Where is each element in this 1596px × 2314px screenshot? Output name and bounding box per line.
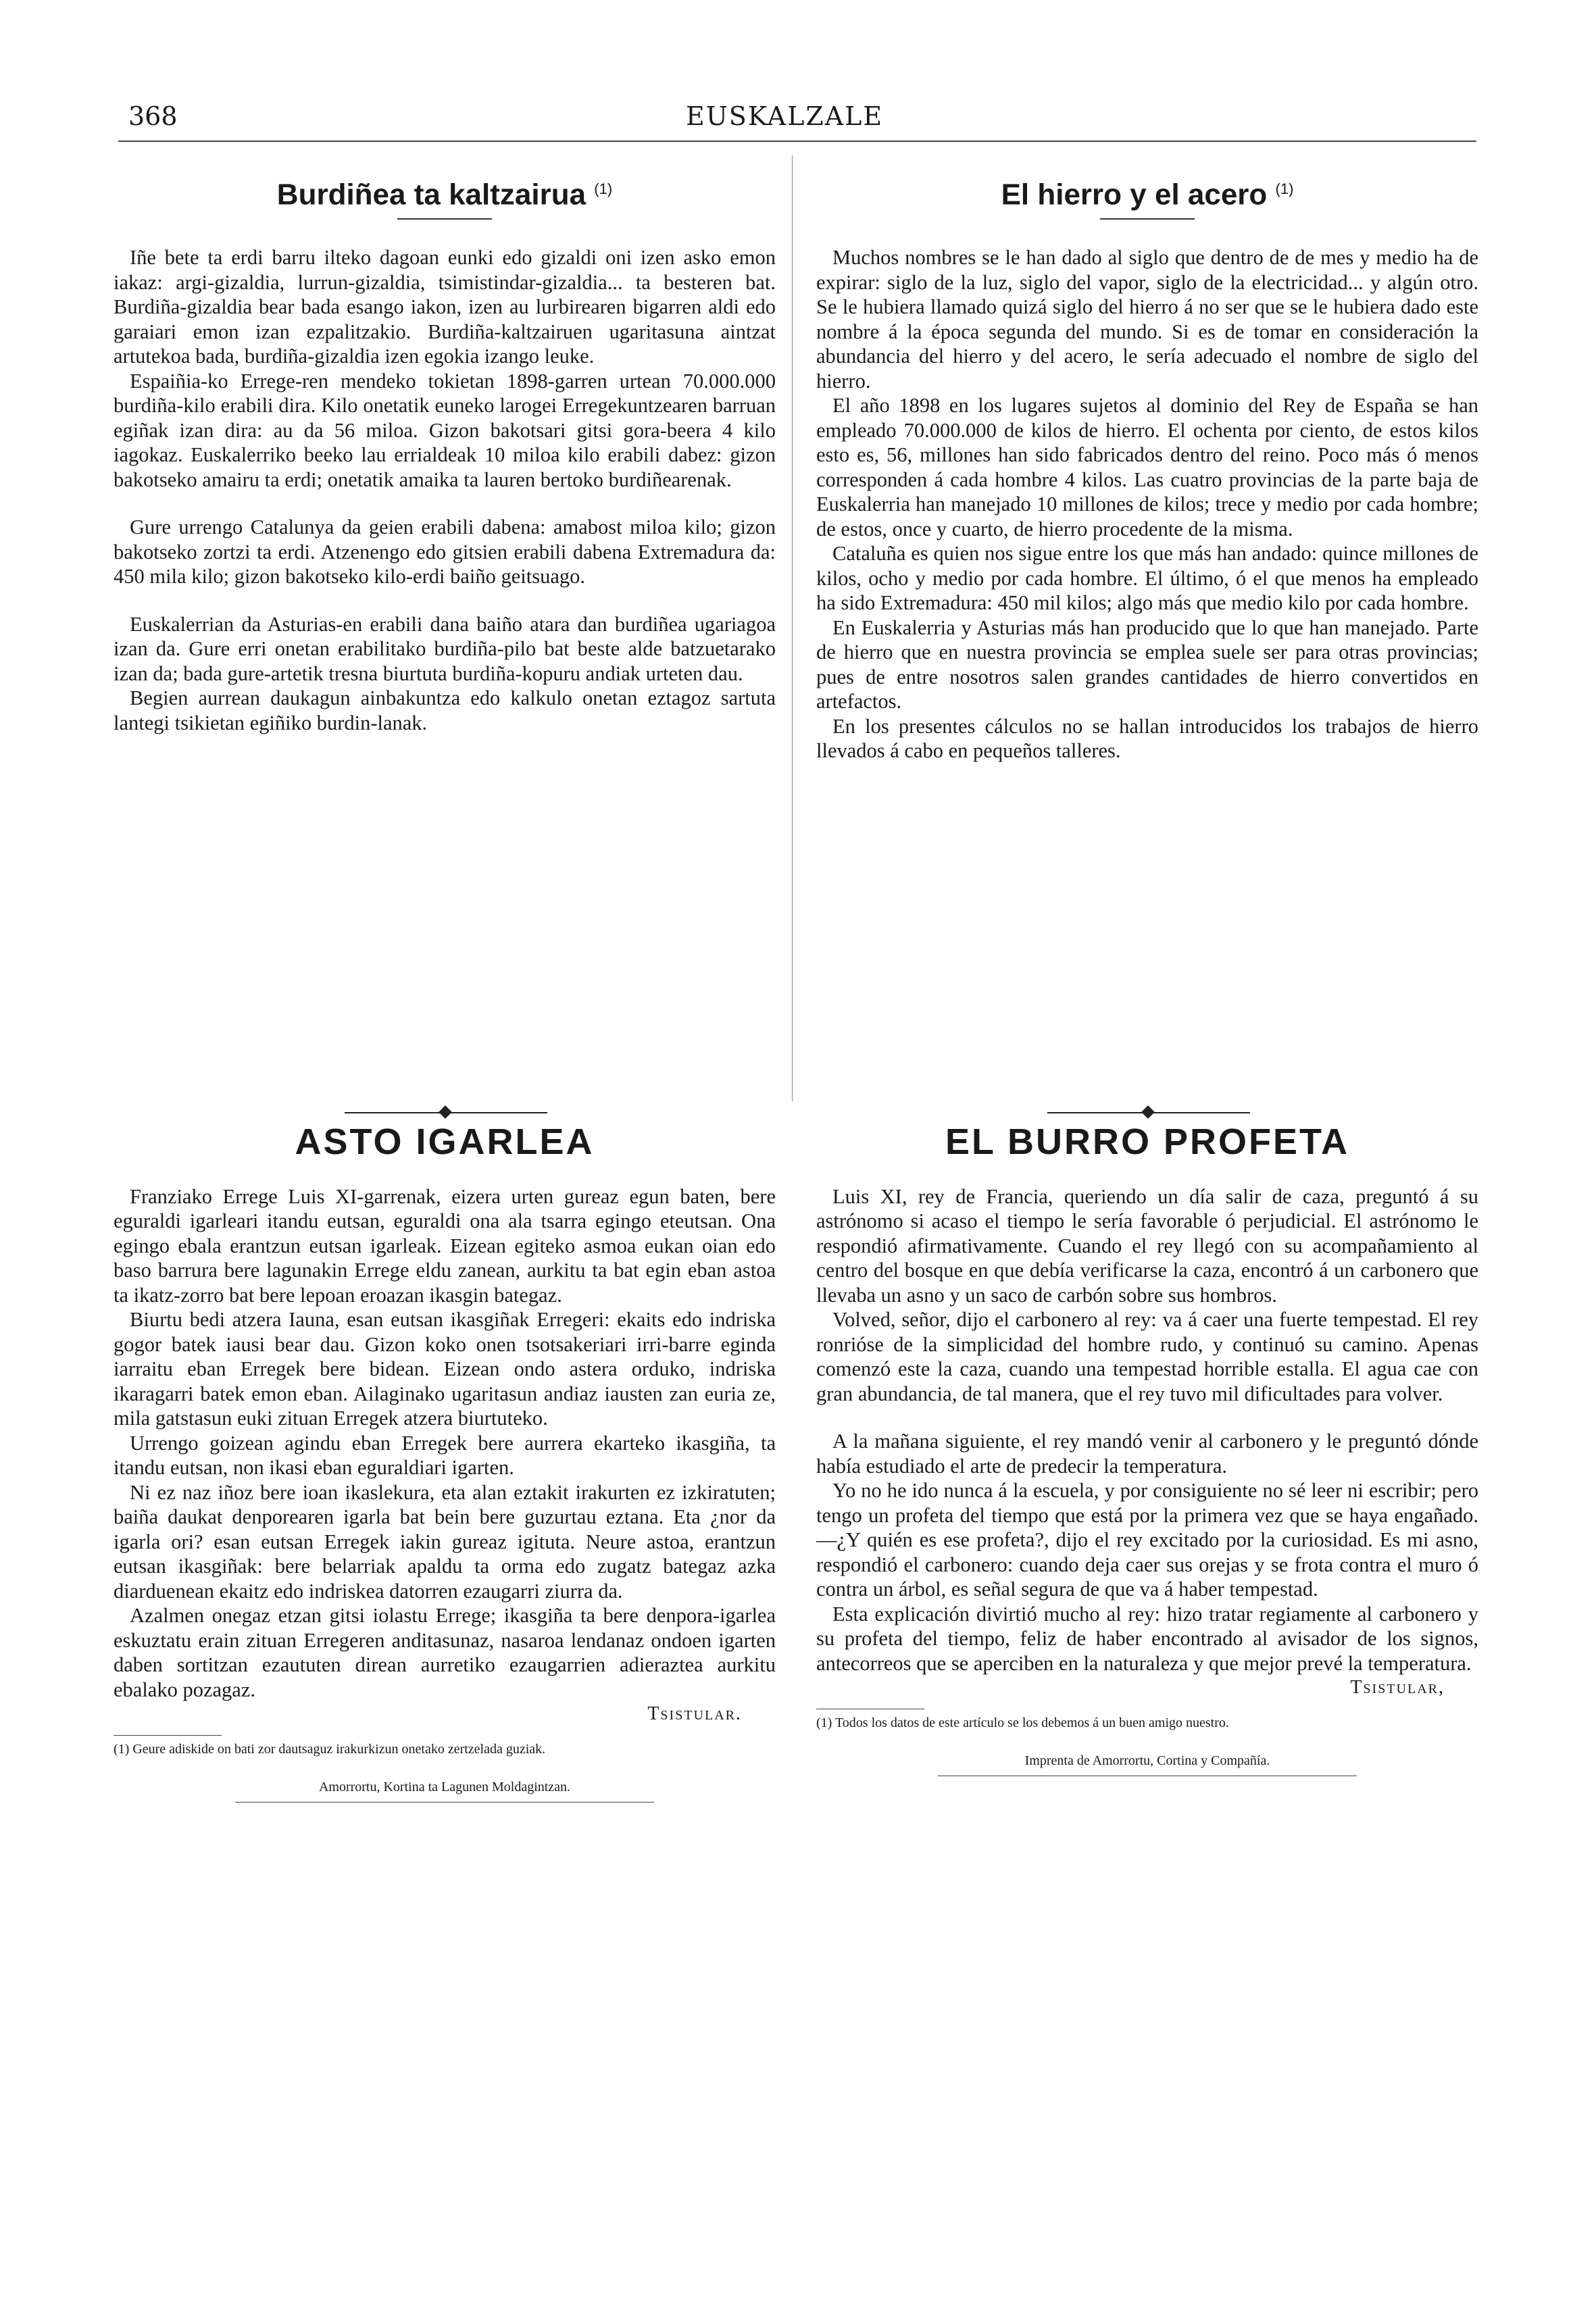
story-burro-profeta bbox=[816, 1122, 1478, 1776]
paragraph: Luis XI, rey de Francia, queriendo un día salir de caza, preguntó á su astrónomo si acaso el tiempo le sería favorable ó perjudicial. El astrónomo le respondió afirmativamente. Cuando el rey llegó con su acompañamiento al centro del bosque en que debía verificarse la caza, encontró á un carbonero que llevaba un asno y un saco de carbón sobre sus hombros. bbox=[816, 1184, 1478, 1307]
column-divider bbox=[792, 155, 793, 1101]
paragraph: Franziako Errege Luis XI-garrenak, eizera urten gureaz egun baten, bere eguraldi igarleari itandu eutsan, eguraldi ona ala tsarra egingo eteutsan. Ona egingo ebala erantzun eutsan igarleak. Eizean egiteko asmoa eukan oian edo baso barrura bere lagunakin Errege eldu zanean, aurkitu ta bat egin eban astoa ta ikatz-zorro bat bere lepoan eroazan ikasgin bategaz. bbox=[114, 1184, 776, 1307]
running-title: EUSKALZALE bbox=[686, 101, 884, 131]
section-ornament bbox=[345, 1105, 547, 1121]
paragraph: Iñe bete ta erdi barru ilteko dagoan eunki edo gizaldi oni izen asko emon iakaz: argi-gizaldia, lurrun-gizaldia, tsimistindar-gizaldia... ta besteren bat. Burdiña-gizaldia bear bada esango iakon, izen au lurbirearen bigarren aldi edo garaiari emon izan ezpalitzakio. Burdiña-kaltzairuen ugaritasuna aintzat artutekoa bada, burdiña-gizaldia izen egokia izango leuke. bbox=[114, 246, 776, 368]
author-signature: Tsistular, bbox=[1350, 1677, 1445, 1698]
footnote: (1) Geure adiskide on bati zor dautsaguz irakurkizun onetako zertzelada guziak. bbox=[114, 1741, 546, 1757]
section-ornament bbox=[1047, 1105, 1250, 1121]
paragraph: En los presentes cálculos no se hallan introducidos los trabajos de hierro llevados á cabo en pequeños talleres. bbox=[816, 714, 1478, 763]
story-title: EL BURRO PROFETA bbox=[945, 1122, 1350, 1162]
article-spanish-iron bbox=[816, 177, 1478, 763]
header-rule bbox=[118, 141, 1476, 142]
paragraph: En Euskalerria y Asturias más han producido que lo que han manejado. Parte de hierro que en nuestra provincia se emplea suele ser para otras provincias; pues de entre nosotros salen grandes cantidades de hierro convertidos en artefactos. bbox=[816, 615, 1478, 713]
page-number: 368 bbox=[128, 101, 178, 131]
footnote-ref: (1) bbox=[1275, 180, 1294, 197]
paragraph: Cataluña es quien nos sigue entre los que más han andado: quince millones de kilos, ocho y medio por cada hombre. El último, ó el que menos ha empleado ha sido Extremadura: 450 mil kilos; algo más que medio kilo por cada hombre. bbox=[816, 542, 1478, 615]
imprint: Imprenta de Amorrortu, Cortina y Compañía. bbox=[1024, 1753, 1270, 1768]
paragraph: Azalmen onegaz etzan gitsi iolastu Errege; ikasgiña ta bere denpora-igarlea eskuztatu erain zituan Erregeren anditasunaz, nasaroa lendanaz ondoen igarten daben sortitzan ezaututen direan aurretiko ezaugarrien adieraztea aurkitu ebalako pozagaz. bbox=[114, 1604, 776, 1701]
paragraph: A la mañana siguiente, el rey mandó venir al carbonero y le preguntó dónde había estudiado el arte de predecir la temperatura. bbox=[816, 1430, 1478, 1478]
paragraph: Esta explicación divirtió mucho al rey: hizo tratar regiamente al carbonero y su profeta del tiempo, feliz de haber encontrado al avisador de los signos, antecorreos que se aperciben en la naturaleza y que mejor prevé la temperatura. bbox=[816, 1602, 1478, 1675]
title-rule bbox=[1100, 218, 1195, 220]
story-asto-igarlea bbox=[114, 1122, 776, 1803]
footnote-rule bbox=[114, 1735, 222, 1736]
imprint-rule bbox=[235, 1802, 654, 1803]
article-title: El hierro y el acero $^{(1)}$ bbox=[1001, 178, 1294, 211]
footnote-ref: (1) bbox=[594, 180, 613, 197]
article-basque-iron bbox=[114, 177, 776, 735]
page-header bbox=[108, 101, 1480, 142]
paragraph: Muchos nombres se le han dado al siglo que dentro de de mes y medio ha de expirar: siglo de la luz, siglo del vapor, siglo de la electricidad... y algún otro. Se le hubiera llamado quizá siglo del hierro á no ser que se le hubiera dado este nombre á la época segunda del mundo. Si es de tomar en consideración la abundancia del hierro y del acero, le sería adecuado el nombre de siglo del hierro. bbox=[816, 246, 1478, 393]
paragraph: Yo no he ido nunca á la escuela, y por consiguiente no sé leer ni escribir; pero tengo un profeta del tiempo que está por la primera vez que se haya engañado.—¿Y quién es ese profeta?, dijo el rey excitado por la curiosidad. Es mi asno, respondió el carbonero: cuando deja caer sus orejas y se frota contra el muro ó contra un árbol, es señal segura de que va á haber tempestad. bbox=[816, 1479, 1478, 1601]
paragraph: Ni ez naz iñoz bere ioan ikaslekura, eta alan eztakit irakurten ez izkiratuten; baiña daukat denporearen igarla bat bein bere guzurtau eztana. Eta ¿nor da igarla ori? esan eutsan Erregek iakin gureaz igituta. Neure astoa, erantzun eutsan ikasgiñak: bere belarriak apaldu ta orma edo zugatz bategaz azka diarduenean ekaitz edo indriskea datorren ezaugarri ziurra da. bbox=[114, 1480, 776, 1603]
imprint: Amorrortu, Kortina ta Lagunen Moldagintzan. bbox=[318, 1779, 571, 1794]
paragraph: Begien aurrean daukagun ainbakuntza edo kalkulo onetan eztagoz sartuta lantegi tsikietan egiñiko burdin-lanak. bbox=[114, 686, 776, 734]
article-title: Burdiñea ta kaltzairua $^{(1)}$ bbox=[276, 178, 613, 211]
title-rule bbox=[397, 218, 492, 220]
paragraph: Biurtu bedi atzera Iauna, esan eutsan ikasgiñak Erregeri: ekaits edo indriska gogor batek iausi bear dau. Gizon koko onen tsotsakeriari irri-barre eginda iarraitu eban Erregek bere bidean. Eizean ondo astera orduko, indriska ikaragarri batek emon eban. Ailaginako ugaritasun andiaz iausten zan euria ze, mila gatstasun euki zituan Erregek atzera biurtuteko. bbox=[114, 1308, 776, 1430]
footnote: (1) Todos los datos de este artículo se los debemos á un buen amigo nuestro. bbox=[816, 1715, 1229, 1730]
paragraph: Volved, señor, dijo el carbonero al rey: va á caer una fuerte tempestad. El rey ronrióse de la simplicidad del hombre rudo, y continuó su camino. Apenas comenzó este la caza, cuando una tempestad horrible estalla. El agua cae con gran abundancia, de tal manera, que el rey tuvo mil dificultades para volver. bbox=[816, 1308, 1478, 1405]
author-signature: Tsistular. bbox=[647, 1703, 742, 1724]
paragraph: Gure urrengo Catalunya da geien erabili dabena: amabost miloa kilo; gizon bakotseko zortzi ta erdi. Atzenengo edo gitsien erabili dabena Extremadura da: 450 mila kilo; gizon bakotseko kilo-erdi baiño geitsuago. bbox=[114, 515, 776, 588]
paragraph: Espaiñia-ko Errege-ren mendeko tokietan 1898-garren urtean 70.000.000 burdiña-kilo erabili dira. Kilo onetatik euneko larogei Erregekuntzearen barruan egiñak izan dira: au da 56 miloa. Gizon bakotsari gitsi gora-beera 4 kilo iagokaz. Euskalerriko beeko lau errialdeak 10 miloa kilo erabili dabez: gizon bakotseko amairu ta erdi; onetatik amaika ta lauren bertoko burdiñearenak. bbox=[114, 369, 776, 491]
paragraph: Urrengo goizean agindu eban Erregek bere aurrera ekarteko ikasgiña, ta itandu eutsan, non ikasi eban eguraldiari igarten. bbox=[114, 1431, 776, 1479]
story-title: ASTO IGARLEA bbox=[295, 1122, 595, 1162]
paragraph: Euskalerrian da Asturias-en erabili dana baiño atara dan burdiñea ugariagoa izan da. Gure erri onetan erabilitako burdiña-pilo bat beste alde batzuetarako izan da; bada gure-artetik tresna biurtuta burdiña-kopuru andiak urteten dau. bbox=[114, 612, 776, 685]
paragraph: El año 1898 en los lugares sujetos al dominio del Rey de España se han empleado 70.000.000 de kilos de hierro. El ochenta por ciento, de estos kilos esto es, 56, millones han sido fabricados dentro del reino. Poco más ó menos corresponden á cada hombre 4 kilos. Las cuatro provincias de la parte baja de Euskalerria han manejado 10 millones de kilos; trece y medio por cada hombre; de estos, once y cuarto, de hierro procedente de la misma. bbox=[816, 394, 1478, 540]
